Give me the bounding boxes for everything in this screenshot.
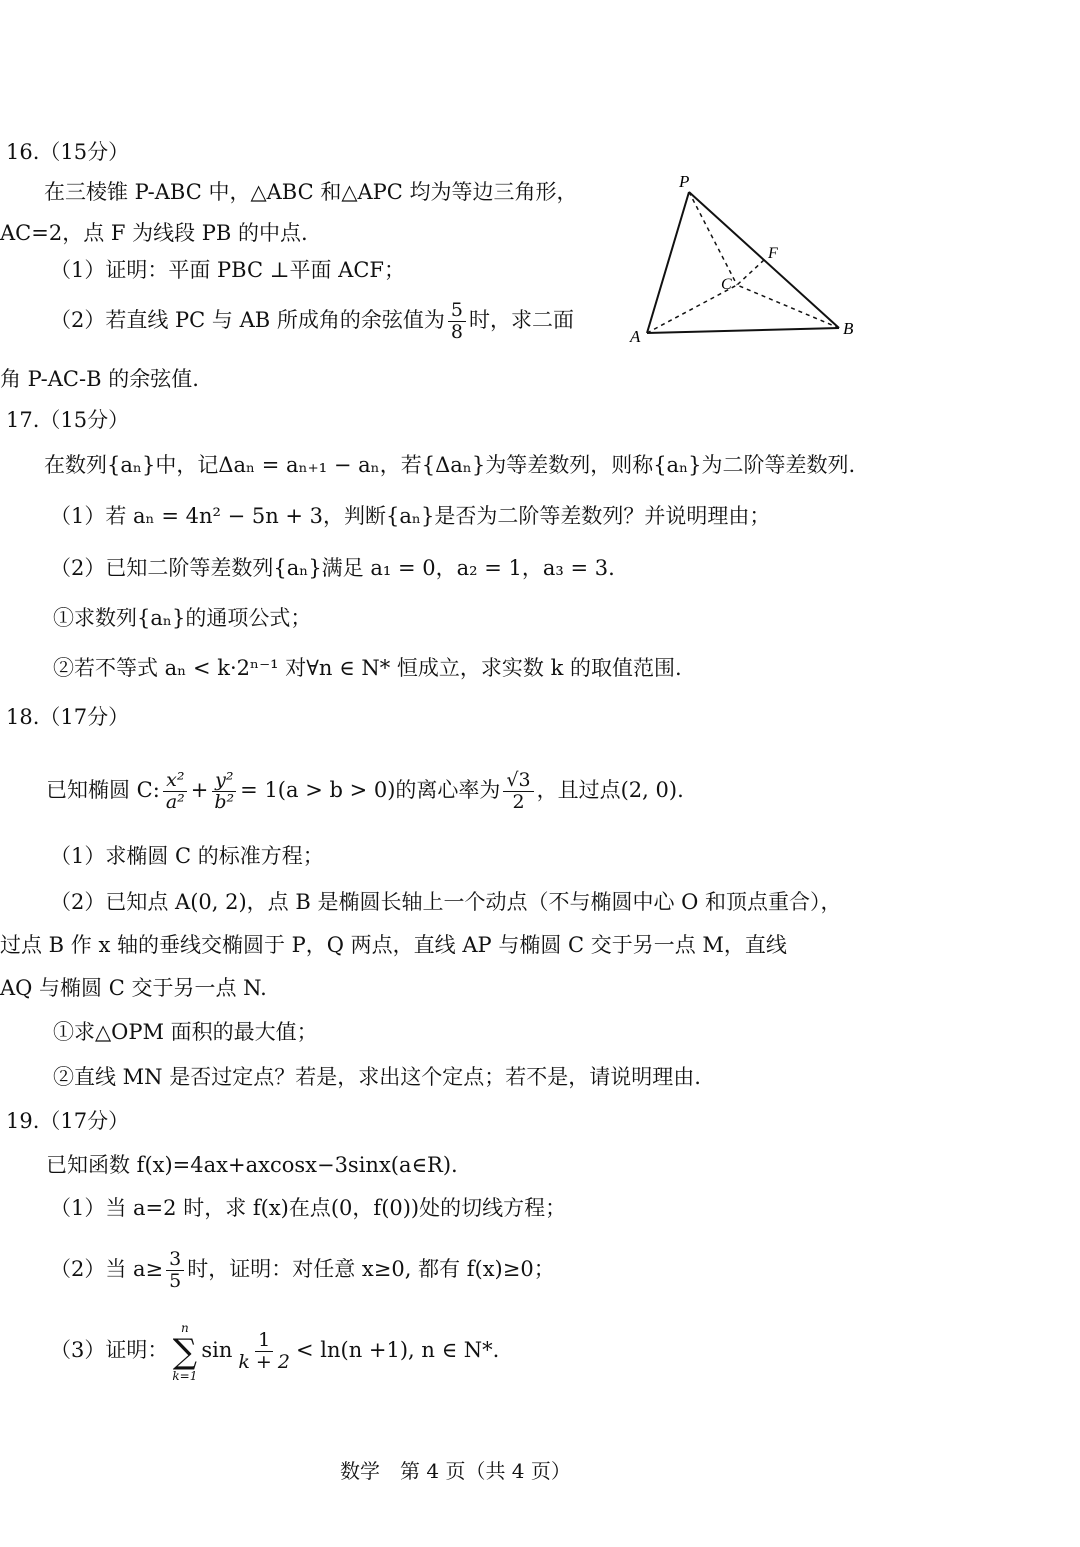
edge-FC	[737, 260, 764, 285]
q16-stem-line1: 在三棱锥 P-ABC 中，△ABC 和△APC 均为等边三角形，	[44, 180, 578, 204]
q19-sum-lower: k=1	[172, 1368, 198, 1383]
q16-pyramid-figure	[620, 165, 865, 350]
q18-frac-x-num: x²	[163, 770, 187, 792]
q19-summation	[172, 1321, 197, 1383]
q18-stem	[46, 760, 684, 820]
q17-header: 17.（15分）	[6, 408, 130, 432]
q16-part2-text-a: （2）若直线 PC 与 AB 所成角的余弦值为	[50, 308, 445, 332]
q19-frac-a-den: 5	[169, 1270, 182, 1292]
q19-sum-symbol: ∑	[172, 1331, 197, 1372]
q19-part2	[50, 1244, 555, 1294]
label-F: F	[768, 245, 778, 262]
q16-part2-text-b: 时，求二面	[468, 308, 574, 332]
q18-frac-x-den: a²	[165, 791, 185, 813]
q16-part2	[50, 300, 574, 343]
q16-header: 16.（15分）	[6, 140, 130, 164]
q16-cos-numerator: 5	[448, 300, 466, 322]
q18-frac-y-num: y²	[212, 770, 236, 792]
label-B: B	[843, 319, 854, 338]
q18-part2-line3: AQ 与椭圆 C 交于另一点 N.	[0, 976, 267, 1000]
q18-header: 18.（17分）	[6, 705, 130, 729]
q18-frac-ecc	[503, 770, 533, 813]
q19-stem: 已知函数 f(x)=4ax+axcosx−3sinx(a∈R).	[46, 1153, 458, 1177]
q18-part2-line2: 过点 B 作 x 轴的垂线交椭圆于 P，Q 两点，直线 AP 与椭圆 C 交于另一点 M，直线	[0, 933, 787, 957]
label-A: A	[630, 327, 641, 346]
q19-part3-text-b: < ln(n +1), n ∈ N*.	[295, 1338, 500, 1362]
q19-header: 19.（17分）	[6, 1109, 130, 1133]
q18-frac-y	[211, 770, 237, 813]
q18-stem-text-a: 已知椭圆 C:	[46, 778, 160, 802]
q17-stem: 在数列{aₙ}中，记Δaₙ = aₙ₊₁ − aₙ，若{Δaₙ}为等差数列，则称{aₙ}为二阶等差数列.	[44, 453, 856, 477]
q19-part2-text-a: （2）当 a≥	[50, 1257, 164, 1281]
q19-frac-sin-num: 1	[255, 1330, 273, 1352]
q16-part1: （1）证明：平面 PBC ⊥平面 ACF；	[50, 258, 405, 282]
q18-plus: +	[190, 778, 209, 802]
q18-part2-sub1: ①求△OPM 面积的最大值；	[53, 1020, 318, 1044]
label-P: P	[679, 172, 690, 191]
q19-part1: （1）当 a=2 时，求 f(x)在点(0，f(0))处的切线方程；	[50, 1196, 567, 1220]
q18-part2-sub2: ②直线 MN 是否过定点？若是，求出这个定点；若不是，请说明理由.	[53, 1065, 701, 1089]
q18-frac-x	[163, 770, 188, 813]
q18-stem-text-b: = 1(a > b > 0)的离心率为	[240, 778, 501, 802]
q17-part1: （1）若 aₙ = 4n² − 5n + 3，判断{aₙ}是否为二阶等差数列？并说明理由；	[50, 504, 771, 528]
q19-part2-text-b: 时，证明：对任意 x≥0, 都有 f(x)≥0；	[187, 1257, 555, 1281]
q16-cos-fraction	[448, 300, 466, 343]
edge-PC	[689, 192, 737, 285]
edge-AB	[647, 328, 839, 333]
q17-part2: （2）已知二阶等差数列{aₙ}满足 a₁ = 0，a₂ = 1，a₃ = 3.	[50, 556, 615, 580]
q18-frac-y-den: b²	[214, 791, 235, 813]
q19-frac-a-num: 3	[166, 1249, 184, 1271]
label-C: C	[721, 276, 732, 293]
q19-frac-a	[166, 1249, 184, 1292]
q17-part2-sub1: ①求数列{aₙ}的通项公式；	[53, 606, 312, 630]
q19-part3	[50, 1318, 499, 1383]
q18-part2-line1: （2）已知点 A(0, 2)，点 B 是椭圆长轴上一个动点（不与椭圆中心 O 和顶点重合），	[50, 890, 842, 914]
edge-BC	[737, 285, 839, 328]
q19-part3-text-a: （3）证明：	[50, 1338, 169, 1362]
q19-frac-sin	[235, 1330, 293, 1373]
edge-PA	[647, 192, 689, 333]
q18-frac-ecc-num: √3	[503, 770, 533, 792]
q17-part2-sub2: ②若不等式 aₙ < k·2ⁿ⁻¹ 对∀n ∈ N* 恒成立，求实数 k 的取值范围.	[53, 656, 682, 680]
q16-cos-denominator: 8	[450, 321, 463, 343]
q19-frac-sin-den: k + 2	[238, 1351, 290, 1373]
q16-part2-cont: 角 P-AC-B 的余弦值.	[0, 367, 199, 391]
q19-sum-upper: n	[180, 1320, 189, 1335]
q18-part1: （1）求椭圆 C 的标准方程；	[50, 844, 324, 868]
page-footer: 数学 第 4 页（共 4 页）	[340, 1459, 571, 1483]
q18-frac-ecc-den: 2	[512, 791, 525, 813]
q16-stem-line2: AC=2，点 F 为线段 PB 的中点.	[0, 221, 308, 245]
q18-stem-text-c: ，且过点(2, 0).	[536, 778, 684, 802]
q19-sin: sin	[201, 1338, 233, 1362]
